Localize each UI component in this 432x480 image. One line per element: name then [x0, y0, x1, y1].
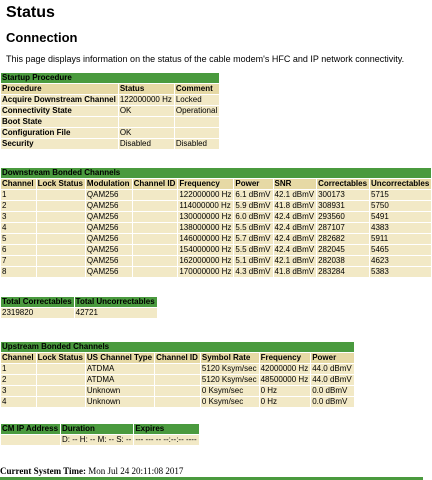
row-label: Acquire Downstream Channel: [2, 95, 116, 104]
table-cell: [155, 386, 200, 396]
table-cell: [37, 201, 85, 211]
table-cell: 0.0 dBmV: [311, 386, 354, 396]
table-cell: [133, 234, 178, 244]
table-row: [1, 106, 219, 116]
table-cell: [175, 117, 219, 127]
table-row: [1, 212, 431, 222]
table-cell: 5.5 dBmV: [235, 245, 271, 254]
table-cell: 6.0 dBmV: [235, 212, 271, 221]
table-cell: 42000000 Hz: [260, 364, 309, 373]
cm-ip-address-table: [0, 423, 200, 446]
table-cell: [37, 267, 85, 277]
table-cell: 5.1 dBmV: [235, 256, 271, 265]
table-cell: 287107: [317, 223, 369, 233]
table-cell: [133, 212, 178, 222]
startup-procedure-table: [0, 72, 220, 150]
table-cell: 130000000 Hz: [179, 212, 232, 221]
table-cell: 5.7 dBmV: [235, 234, 271, 243]
column-header: Correctables: [318, 179, 368, 188]
table-row: [1, 201, 431, 211]
total-correctables: 2319820: [1, 308, 74, 318]
table-cell: 3: [1, 212, 36, 222]
system-time-label: Current System Time:: [0, 466, 86, 476]
row-label: Boot State: [1, 117, 118, 127]
table-cell: 0 Hz: [260, 397, 311, 407]
table-cell: Operational: [175, 106, 218, 115]
table-row: [1, 256, 431, 266]
table-cell: [37, 212, 85, 222]
table-row: [1, 308, 157, 318]
table-row: [1, 435, 199, 445]
table-row: [1, 364, 354, 374]
table-cell: 5120 Ksym/sec: [201, 375, 257, 384]
table-cell: [133, 201, 178, 211]
table-cell: 48500000 Hz: [260, 375, 309, 384]
row-label: Configuration File: [1, 128, 118, 138]
table-cell: 41.8 dBmV: [274, 201, 315, 210]
table-cell: 122000000 Hz: [119, 95, 172, 104]
column-header: Duration: [61, 424, 133, 434]
table-cell: 282045: [317, 245, 369, 255]
table-cell: Disabled: [119, 139, 174, 149]
table-cell: Disabled: [175, 139, 219, 149]
column-header: Channel: [2, 353, 34, 362]
table-cell: 6: [1, 245, 36, 255]
table-cell: 300173: [317, 190, 369, 200]
table-cell: [37, 397, 85, 407]
page-title: Status: [6, 4, 55, 21]
table-row: [1, 245, 431, 255]
upstream-bonded-channels-table: [0, 341, 355, 408]
table-cell: [37, 245, 85, 255]
table-cell: 5465: [370, 245, 431, 255]
table-cell: 5715: [370, 190, 431, 200]
table-cell: 162000000 Hz: [179, 256, 232, 265]
table-row: [1, 375, 354, 385]
table-cell: 1: [1, 190, 36, 200]
table-row: [1, 190, 431, 200]
table-cell: 4: [1, 223, 36, 233]
table-row: [1, 139, 219, 149]
table-row: [1, 128, 219, 138]
table-cell: 5.5 dBmV: [235, 223, 271, 232]
table-cell: [37, 375, 85, 385]
table-cell: 42.1 dBmV: [274, 190, 315, 199]
table-cell: 1: [1, 364, 36, 374]
table-cell: 138000000 Hz: [179, 223, 232, 232]
table-cell: QAM256: [86, 190, 132, 200]
table-cell: 5.9 dBmV: [235, 201, 271, 210]
table-cell: Unknown: [86, 397, 154, 407]
table-cell: 114000000 Hz: [178, 201, 233, 211]
column-header: Lock Status: [37, 353, 83, 362]
table-cell: [155, 375, 200, 385]
table-cell: 44.0 dBmV: [312, 375, 352, 384]
table-cell: 0 Ksym/sec: [201, 397, 259, 407]
table-cell: 42.4 dBmV: [274, 234, 315, 243]
table-cell: QAM256: [86, 256, 132, 266]
table-cell: [133, 223, 178, 233]
system-time-value: Mon Jul 24 20:11:08 2017: [88, 466, 184, 476]
table-row: [1, 386, 354, 396]
column-header: CM IP Address: [2, 424, 59, 433]
table-cell: QAM256: [86, 212, 132, 222]
table-cell: [155, 397, 200, 407]
table-cell: 4623: [370, 256, 431, 266]
table-cell: ATDMA: [86, 364, 154, 374]
table-cell: 4.3 dBmV: [235, 267, 271, 276]
column-header: Total Correctables: [2, 297, 72, 306]
total-uncorrectables: 42721: [75, 308, 157, 318]
downstream-bonded-channels-table: [0, 167, 432, 278]
row-label: Connectivity State: [1, 106, 118, 116]
table-cell: 2: [1, 375, 36, 385]
column-header: Power: [234, 179, 272, 189]
table-cell: 5491: [370, 212, 431, 222]
table-row: [1, 397, 354, 407]
column-header: Procedure: [1, 84, 118, 94]
table-cell: 44.0 dBmV: [312, 364, 352, 373]
table-cell: 42.4 dBmV: [274, 223, 315, 232]
table-cell: Unknown: [86, 386, 154, 396]
table-cell: 41.8 dBmV: [274, 267, 315, 276]
table-cell: Locked: [175, 95, 219, 105]
table-cell: 5383: [370, 267, 431, 277]
current-system-time: [0, 466, 183, 476]
table-title: Downstream Bonded Channels: [1, 168, 431, 178]
column-header: Comment: [175, 84, 219, 94]
table-cell: 170000000 Hz: [179, 267, 232, 276]
table-cell: [133, 256, 178, 266]
column-header: Channel ID: [156, 353, 198, 362]
table-cell: [37, 190, 85, 200]
table-cell: QAM256: [86, 223, 132, 233]
table-cell: [119, 117, 174, 127]
table-row: [1, 95, 219, 105]
table-cell: 8: [1, 267, 36, 277]
table-cell: 7: [1, 256, 36, 266]
table-cell: 293560: [317, 212, 369, 222]
table-title: Startup Procedure: [1, 73, 219, 83]
table-cell: [133, 267, 178, 277]
column-header: Expires: [134, 424, 198, 434]
table-cell: 282038: [317, 256, 369, 266]
table-cell: OK: [119, 128, 174, 138]
column-header: Lock Status: [37, 179, 83, 188]
table-cell: QAM256: [86, 245, 132, 255]
table-cell: ATDMA: [86, 375, 154, 385]
column-header: Channel ID: [133, 179, 176, 188]
table-cell: 3: [1, 386, 36, 396]
table-cell: [37, 256, 85, 266]
table-cell: 2: [1, 201, 36, 211]
table-cell: [155, 364, 200, 374]
table-title: Upstream Bonded Channels: [1, 342, 354, 352]
table-cell: 5750: [370, 201, 431, 211]
table-cell: 122000000 Hz: [179, 190, 232, 199]
column-header: Modulation: [86, 179, 130, 188]
table-cell: [175, 128, 219, 138]
column-header: US Channel Type: [86, 353, 153, 362]
table-row: [1, 267, 431, 277]
column-header: Uncorrectables: [371, 179, 430, 188]
table-cell: 282682: [317, 234, 369, 244]
table-row: [1, 234, 431, 244]
table-cell: [37, 223, 85, 233]
table-cell: 4: [1, 397, 36, 407]
table-cell: 0.0 dBmV: [311, 397, 354, 407]
table-cell: 5120 Ksym/sec: [201, 364, 257, 373]
table-cell: [133, 190, 178, 200]
table-cell: 42.4 dBmV: [274, 245, 315, 254]
table-row: [1, 117, 219, 127]
table-cell: 6.1 dBmV: [235, 190, 271, 199]
table-cell: 154000000 Hz: [179, 245, 232, 254]
table-cell: 0 Ksym/sec: [201, 386, 259, 396]
column-header: SNR: [274, 179, 317, 189]
table-cell: [133, 245, 178, 255]
column-header: Frequency: [260, 353, 311, 363]
table-cell: 0 Hz: [260, 386, 311, 396]
table-cell: 4383: [370, 223, 431, 233]
table-cell: QAM256: [86, 234, 132, 244]
table-cell: QAM256: [86, 201, 132, 211]
totals-table: [0, 296, 158, 319]
cm-ip-address: [1, 435, 60, 445]
table-cell: [37, 364, 85, 374]
table-cell: 5: [1, 234, 36, 244]
page-description: This page displays information on the status of the cable modem's HFC and IP network connectivity.: [6, 54, 405, 64]
lease-expires: --- --- -- --:--:-- ----: [135, 435, 197, 444]
row-label: Security: [1, 139, 118, 149]
lease-duration: D: -- H: -- M: -- S: --: [62, 435, 132, 444]
column-header: Status: [119, 84, 174, 94]
column-header: Symbol Rate: [201, 353, 259, 363]
table-row: [1, 223, 431, 233]
column-header: Total Uncorrectables: [75, 297, 155, 306]
section-title: Connection: [6, 30, 78, 45]
table-cell: [37, 386, 85, 396]
table-cell: 42.1 dBmV: [274, 256, 315, 265]
table-cell: 308931: [317, 201, 369, 211]
table-cell: 146000000 Hz: [179, 234, 232, 243]
column-header: Channel: [2, 179, 34, 188]
table-cell: 42.4 dBmV: [274, 212, 315, 221]
table-cell: 283284: [317, 267, 369, 277]
column-header: Frequency: [178, 179, 233, 189]
column-header: Power: [311, 353, 354, 363]
table-cell: OK: [119, 106, 174, 116]
table-cell: [37, 234, 85, 244]
table-cell: 5911: [370, 234, 431, 244]
table-cell: QAM256: [86, 267, 132, 277]
